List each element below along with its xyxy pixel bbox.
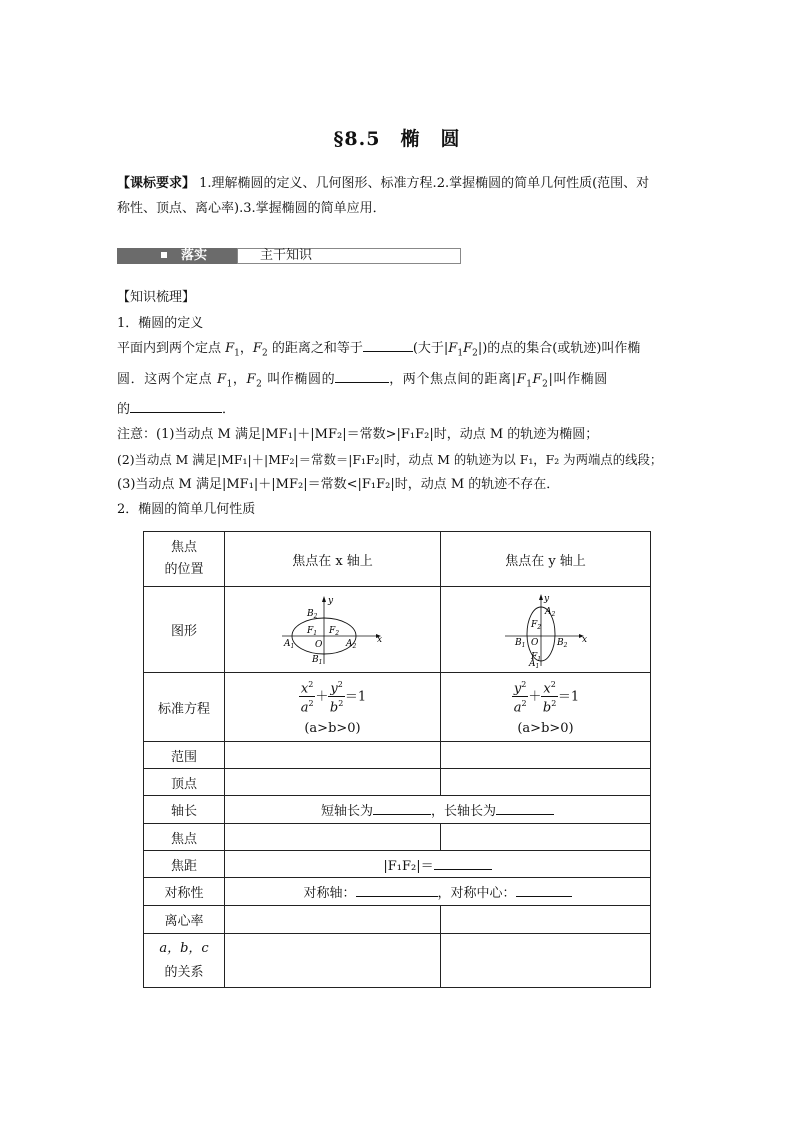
cell-axis-length: 短轴长为 ，长轴长为: [225, 796, 651, 824]
blank-major-axis[interactable]: [496, 800, 554, 815]
cell-focus-position: 焦点 的位置: [144, 532, 225, 587]
cell-relation-x[interactable]: [225, 934, 441, 988]
condition-y: (a>b>0): [517, 721, 574, 737]
cell-focus-x[interactable]: [225, 824, 441, 851]
table-row: [144, 673, 651, 742]
svg-text:x: x: [376, 634, 382, 645]
cell-figure-y: [441, 587, 651, 673]
svg-text:y: y: [327, 595, 333, 606]
equation-y: $\frac{y^2}{a^2}$ ＋ $\frac{x^2}{b^2}$ ＝1: [513, 679, 580, 716]
cell-eccentricity-x[interactable]: [225, 906, 441, 934]
sec1-line2: 圆．这两个定点 $F_1$，$F_2$ 叫作椭圆的 ，两个焦点间的距离$|F_1F_2|$叫作椭圆: [117, 367, 677, 398]
blank-1[interactable]: [363, 337, 413, 352]
svg-text:F1: $F_1$: [306, 625, 317, 637]
table-row: [144, 824, 651, 851]
ellipse-x-figure: [278, 594, 388, 666]
requirements: [117, 171, 677, 221]
svg-text:F1: $F_1$: [530, 651, 541, 663]
cell-figure-x: [225, 587, 441, 673]
table-row: [144, 796, 651, 824]
table-row: [144, 851, 651, 878]
svg-text:A2: $A_2$: [544, 606, 555, 618]
cell-vertex-x[interactable]: [225, 769, 441, 796]
sec1-line1: 平面内到两个定点 $F_1$，$F_2$ 的距离之和等于 (大于$|F_1F_2|$)的点的集合(或轨迹)叫作椭: [117, 336, 677, 367]
table-row: [144, 878, 651, 906]
properties-table: [143, 531, 651, 988]
svg-text:B1: $B_1$: [311, 654, 322, 666]
svg-text:B2: $B_2$: [306, 608, 317, 620]
cell-eccentricity-label: 离心率: [144, 906, 225, 934]
cell-relation-y[interactable]: [441, 934, 651, 988]
cell-vertex-label: 顶点: [144, 769, 225, 796]
cell-range-label: 范围: [144, 742, 225, 769]
blank-3[interactable]: [130, 398, 222, 413]
cell-axis-label: 轴长: [144, 796, 225, 824]
blank-focal-distance[interactable]: [434, 855, 492, 870]
table-row: [144, 769, 651, 796]
svg-text:F2: $F_2$: [530, 619, 541, 631]
banner-dark-text: 落实: [181, 248, 208, 263]
ellipse-y-figure: [501, 592, 591, 668]
condition-x: (a>b>0): [304, 721, 361, 737]
cell-figure-label: 图形: [144, 587, 225, 673]
cell-symmetry: 对称轴： ，对称中心：: [225, 878, 651, 906]
blank-2[interactable]: [335, 368, 389, 383]
cell-focal-distance-label: 焦距: [144, 851, 225, 878]
svg-text:y: y: [543, 593, 549, 604]
cell-focus-y[interactable]: [441, 824, 651, 851]
cell-equation-y: [441, 673, 651, 742]
svg-text:A1: $A_1$: [283, 638, 294, 650]
blank-symmetry-center[interactable]: [516, 882, 572, 897]
note-2: (2)当动点 M 满足|MF₁|＋|MF₂|＝常数＝|F₁F₂|时，动点 M 的轨迹为以 F₁，F₂ 为两端点的线段；: [117, 452, 663, 468]
section-1: [117, 311, 677, 522]
requirements-text-2: 称性、顶点、离心率).3.掌握椭圆的简单应用．: [117, 201, 386, 216]
square-icon: [161, 252, 167, 258]
cell-relation-label: a，b，c 的关系: [144, 934, 225, 988]
cell-range-x[interactable]: [225, 742, 441, 769]
cell-equation-label: 标准方程: [144, 673, 225, 742]
cell-focal-distance: |F₁F₂|＝: [225, 851, 651, 878]
cell-eccentricity-y[interactable]: [441, 906, 651, 934]
svg-text:A2: $A_2$: [345, 638, 356, 650]
svg-text:A1: $A_1$: [528, 658, 539, 668]
cell-x-axis: 焦点在 x 轴上: [225, 532, 441, 587]
blank-symmetry-axis[interactable]: [356, 882, 438, 897]
cell-equation-x: [225, 673, 441, 742]
table-row: [144, 934, 651, 988]
equation-x: $\frac{x^2}{a^2}$ ＋ $\frac{y^2}{b^2}$ ＝1: [300, 679, 367, 716]
svg-text:B2: $B_2$: [556, 637, 567, 649]
page-title: §8.5 椭 圆: [333, 128, 461, 150]
table-row: [144, 906, 651, 934]
cell-vertex-y[interactable]: [441, 769, 651, 796]
svg-text:O: O: [530, 637, 538, 648]
knowledge-label: 【知识梳理】: [117, 290, 196, 305]
table-row: [144, 532, 651, 587]
banner-dark: [117, 248, 237, 264]
cell-y-axis: 焦点在 y 轴上: [441, 532, 651, 587]
sec1-line3: 的 ．: [117, 397, 677, 422]
table-row: [144, 742, 651, 769]
requirements-text-1: 1.理解椭圆的定义、几何图形、标准方程.2.掌握椭圆的简单几何性质(范围、对: [199, 176, 650, 191]
svg-text:x: x: [581, 634, 587, 645]
banner-light: [237, 248, 461, 264]
sec1-heading: 1．椭圆的定义: [117, 316, 204, 331]
svg-text:B1: $B_1$: [514, 637, 525, 649]
cell-range-y[interactable]: [441, 742, 651, 769]
svg-text:F2: $F_2$: [328, 625, 339, 637]
section-banner: [117, 246, 677, 266]
cell-symmetry-label: 对称性: [144, 878, 225, 906]
requirements-label: 【课标要求】: [117, 176, 196, 191]
note-1: 注意：(1)当动点 M 满足|MF₁|＋|MF₂|＝常数>|F₁F₂|时，动点 M 的轨迹为椭圆；: [117, 427, 599, 443]
svg-text:O: O: [314, 639, 322, 650]
table-row: [144, 587, 651, 673]
blank-minor-axis[interactable]: [373, 800, 431, 815]
banner-light-text: 主干知识: [260, 248, 313, 263]
note-3: (3)当动点 M 满足|MF₁|＋|MF₂|＝常数<|F₁F₂|时，动点 M 的轨迹不存在．: [117, 477, 560, 493]
sec2-heading: 2．椭圆的简单几何性质: [117, 502, 256, 518]
cell-focus-label: 焦点: [144, 824, 225, 851]
